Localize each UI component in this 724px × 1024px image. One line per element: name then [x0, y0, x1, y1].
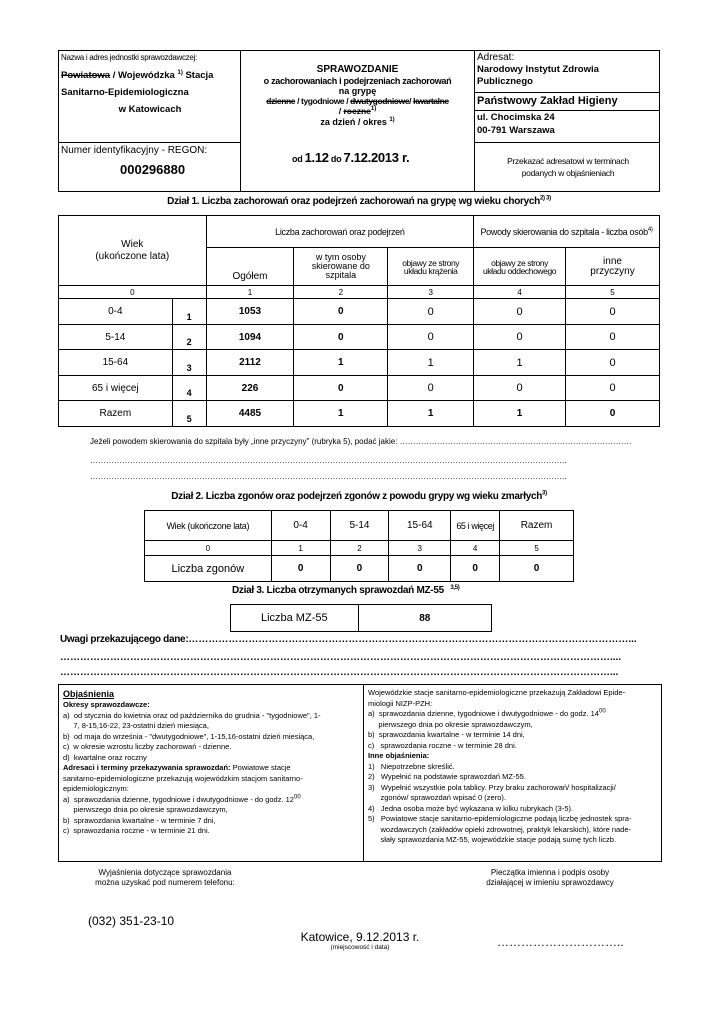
s3-value: 88: [358, 605, 491, 632]
explanations-title: Objaśnienia: [63, 689, 115, 699]
s1-resp: 0: [474, 299, 566, 325]
s1-age: 5-14: [59, 325, 173, 350]
place-date-value: Katowice, 9.12.2013 r.: [300, 930, 420, 944]
list-item: pierwszego dnia po okresie sprawozdawczym,: [63, 805, 228, 814]
freq-sep1: /: [409, 96, 414, 106]
date-to: 7.12.2013 r.: [343, 150, 410, 165]
addressee-label: Adresat:: [477, 52, 515, 63]
sender-line2: Sanitarno-Epidemiologiczna: [61, 87, 189, 98]
addressee-5: 00-791 Warszawa: [477, 125, 555, 136]
s1-hosp: 0: [294, 376, 388, 401]
list-item: Wojewódzkie stacje sanitarno-epidemiologiczne przekazują Zakładowi Epide-: [368, 688, 626, 697]
regon-value: 000296880: [120, 162, 186, 177]
addressee-1: Narodowy Instytut Zdrowia: [477, 64, 599, 75]
signature-line: …………………………..: [497, 935, 624, 949]
s1-circ: 0: [388, 376, 474, 401]
s1-h-age: [59, 216, 207, 286]
s1-age: Razem: [59, 401, 173, 427]
list-item: d) kwartalne oraz roczny: [63, 752, 147, 762]
s1-h-group2: [474, 216, 660, 248]
s1-h-age-1: Wiek: [121, 238, 144, 250]
s1-circ: 0: [388, 325, 474, 350]
s1-rownum: 1: [172, 299, 206, 325]
contact-note: [70, 868, 260, 888]
s1-idx-4: 4: [474, 286, 566, 299]
s1-hosp: 0: [294, 325, 388, 350]
section1-table: [58, 215, 660, 427]
s2-value: 0: [271, 556, 330, 582]
s2-h-col: 15-64: [389, 511, 451, 541]
section1-title-text: Dział 1. Liczba zachorowań oraz podejrzeń zachorowań na grypę wg wieku chorych: [167, 196, 540, 207]
s1-rownum: 5: [172, 401, 206, 427]
list-item: b) sprawozdania kwartalne - w terminie 14 dni,: [368, 730, 525, 739]
s1-dots-2: ……………………………………………………………………………………………………………………………………………………………..: [90, 472, 567, 481]
period-sup: 1): [389, 117, 395, 123]
list-item: 3) Wypełnić wszystkie pola tablicy. Przy braku zachorowań/ hospitalizacji/: [368, 782, 616, 792]
list-item: 4) Jedna osoba może być wykazana w kilku rubrykach (3-5).: [368, 803, 574, 813]
s2-value: 0: [330, 556, 389, 582]
s1-resp: 0: [474, 325, 566, 350]
section2-table: [144, 510, 574, 582]
s1-h-hosp: w tym osoby skierowane do szpitala: [294, 248, 388, 286]
sender-label: Nazwa i adres jednostki sprawozdawczej:: [61, 53, 197, 62]
freq-roczne: roczne: [343, 106, 371, 116]
s1-index-row: [59, 286, 660, 299]
s1-circ: 1: [388, 350, 474, 376]
table-row: [59, 350, 660, 376]
report-freq-2: [241, 106, 474, 116]
addr-line: a) sprawozdania dzienne, tygodniowe i dwutygodniowe - do godz. 12: [63, 794, 294, 804]
s2-idx: 3: [389, 541, 451, 556]
section2-title-text: Dział 2. Liczba zgonów oraz podejrzeń zgonów z powodu grypy wg wieku zmarłych: [171, 491, 543, 502]
addr-first-line: [63, 763, 359, 774]
stamp-note-1: Pieczątka imienna i podpis osoby: [490, 868, 610, 877]
s1-idx-1: 1: [206, 286, 294, 299]
report-title: SPRAWOZDANIE: [316, 64, 399, 75]
s1-total: 1053: [206, 299, 294, 325]
s2-value: 0: [500, 556, 574, 582]
list-item: b) od maja do września - "dwutygodniowe", 1-15,16-ostatni dzień miesiąca,: [63, 731, 315, 741]
sender-block: [61, 52, 239, 116]
s1-other: 0: [566, 376, 660, 401]
list-item: c) sprawozdania roczne - w terminie 28 dni.: [368, 740, 517, 750]
s1-other: 0: [566, 401, 660, 427]
table-row: [59, 325, 660, 350]
report-title-block: [241, 64, 474, 128]
section3-title-sup: 3,5): [450, 584, 460, 591]
list-item: [368, 709, 660, 720]
report-freq: [241, 96, 474, 106]
other-title: Inne objaśnienia:: [368, 751, 430, 760]
freq-dzienne: dzienne: [266, 96, 296, 106]
section3-title-text: Dział 3. Liczba otrzymanych sprawozdań MZ-55: [232, 585, 444, 596]
list-item: b) sprawozdania kwartalne - w terminie 7 dni,: [63, 815, 216, 825]
sender-strike-powiatowa: Powiatowa: [61, 70, 111, 81]
s1-total: 2112: [206, 350, 294, 376]
s1-rownum: 4: [172, 376, 206, 401]
section1-title-sup: 2) 3): [539, 195, 551, 202]
section3-title: [232, 585, 459, 596]
s1-resp: 0: [474, 376, 566, 401]
remarks-line1: [60, 634, 662, 645]
s1-total: 226: [206, 376, 294, 401]
remarks-dots-1: ……………………………………………………………………………………………………………………...: [188, 634, 637, 645]
periods-title: Okresy sprawozdawcze:: [63, 700, 150, 709]
s1-h-group2-sup: 4): [647, 226, 653, 233]
stamp-note: [466, 868, 634, 888]
place-date-label: (miejscowość i data): [330, 944, 390, 951]
s1-h-group1: [206, 216, 474, 248]
sender-stacja: Stacja: [182, 70, 214, 81]
list-item: c) w okresie wzrostu liczby zachorowań - dzienne.: [63, 742, 232, 751]
header-divider-3: [58, 142, 241, 143]
s1-hosp: 1: [294, 401, 388, 427]
s1-note: Jeżeli powodem skierowania do szpitala były „inne przyczyny" (rubryka 5), podać jakie: ……………………………………………………………………………: [90, 437, 632, 446]
list-item: sanitarno-epidemiologiczne przekazują wojewódzkim stacjom sanitarno-: [63, 773, 303, 783]
list-item: 1) Niepotrzebne skreślić.: [368, 761, 455, 771]
addressee-3: Państwowy Zakład Higieny: [477, 95, 618, 107]
s1-other: 0: [566, 325, 660, 350]
contact-note-2: można uzyskać pod numerem telefonu:: [95, 878, 235, 887]
right-line: a) sprawozdania dzienne, tygodniowe i dwutygodniowe - do godz. 14: [368, 709, 599, 718]
addressee-divider: [474, 92, 660, 93]
s1-total: 4485: [206, 401, 294, 427]
section2-title: [58, 491, 660, 502]
s1-age: 15-64: [59, 350, 173, 376]
explanations-divider: [363, 684, 364, 862]
period-label: za dzień / okres: [320, 117, 390, 127]
s1-rownum: 2: [172, 325, 206, 350]
s1-circ: 0: [388, 299, 474, 325]
header-divider-4: [474, 142, 660, 143]
s2-value: 0: [451, 556, 500, 582]
s1-h-age-2: (ukończone lata): [95, 250, 170, 262]
s1-resp: 1: [474, 350, 566, 376]
list-item: 7, 8-15,16-22, 23-ostatni dzień miesiąca,: [63, 721, 209, 730]
s1-h-resp: objawy ze strony układu oddechowego: [474, 248, 566, 286]
sender-wojewodzka: / Wojewódzka: [110, 70, 178, 81]
table-row: [59, 299, 660, 325]
s2-idx: 5: [500, 541, 574, 556]
s2-h-col: 0-4: [271, 511, 330, 541]
date-to-label: do: [330, 154, 342, 164]
place-date: [290, 930, 430, 951]
addressee-divider-2: [474, 110, 660, 111]
s2-idx: 2: [330, 541, 389, 556]
s2-h-age: Wiek (ukończone lata): [145, 511, 272, 541]
contact-note-1: Wyjaśnienia dotyczące sprawozdania: [98, 868, 232, 877]
s1-h-group2-text: Powody skierowania do szpitala - liczba osób: [480, 226, 648, 237]
s2-value: 0: [389, 556, 451, 582]
table-row: [59, 376, 660, 401]
report-period: [241, 116, 474, 128]
s3-label: Liczba MZ-55: [231, 605, 359, 632]
s1-age: 65 i więcej: [59, 376, 173, 401]
freq-sup: 1): [370, 106, 377, 113]
list-item: a) od stycznia do kwietnia oraz od października do grudnia - "tygodniowe", 1-: [63, 710, 321, 720]
list-item: zgonów/ sprawozdań wpisać 0 (zero).: [368, 793, 506, 802]
list-item: 2) Wypełnić na podstawie sprawozdań MZ-55.: [368, 772, 526, 781]
s2-h-col: 5-14: [330, 511, 389, 541]
freq-sep2: /: [338, 106, 344, 116]
explanations-left: [63, 688, 359, 837]
freq-dwutygodniowe: dwutygodniowe: [350, 96, 410, 106]
addressee-4: ul. Chocimska 24: [477, 112, 555, 123]
list-item: [63, 795, 359, 806]
s2-h-col: Razem: [500, 511, 574, 541]
s1-total: 1094: [206, 325, 294, 350]
s1-hosp: 1: [294, 350, 388, 376]
s1-dots-1: ……………………………………………………………………………………………………………………………………………………………..: [90, 456, 567, 465]
s1-h-circ: objawy ze strony układu krążenia: [388, 248, 474, 286]
date-from: 1.12: [304, 150, 329, 165]
list-item: miologii NIZP-PZH:: [368, 698, 433, 708]
header-divider-2: [474, 50, 475, 192]
report-sub1: o zachorowaniach i podejrzeniach zachorowań: [263, 76, 452, 86]
s1-age: 0-4: [59, 299, 173, 325]
list-item: 5) Powiatowe stacje sanitarno-epidemiologiczne podają liczbę jednostek spra-: [368, 814, 632, 823]
sender-sup: 1): [177, 69, 183, 76]
s1-rownum: 3: [172, 350, 206, 376]
addr-sup: 00: [293, 794, 301, 800]
list-item: epidemiologicznym:: [63, 784, 129, 793]
list-item: c) sprawozdania roczne - w terminie 21 dni.: [63, 826, 210, 835]
s1-hosp: 0: [294, 299, 388, 325]
s1-resp: 1: [474, 401, 566, 427]
deliver-note: [476, 155, 660, 179]
section1-title: [58, 196, 660, 207]
s2-idx: 1: [271, 541, 330, 556]
s1-other: 0: [566, 299, 660, 325]
deliver-note-1: Przekazać adresatowi w terminach: [507, 156, 629, 166]
section2-title-sup: 3): [542, 490, 547, 497]
s1-other: 0: [566, 350, 660, 376]
s2-idx: 0: [145, 541, 272, 556]
s1-h-total: Ogółem: [206, 248, 294, 286]
table-row: [59, 401, 660, 427]
list-item: słały sprawozdania MZ-55, wojewódzkie stacje podają sumę tych liczb.: [368, 835, 617, 844]
s2-h-col: 65 i więcej: [451, 511, 500, 541]
s1-idx-0: 0: [59, 286, 207, 299]
addressee-2: Publicznego: [477, 76, 533, 87]
section3-table: [230, 604, 492, 632]
remarks-dots-2: …………………………………………………………………………………………………………………………………………………....: [60, 652, 622, 663]
sender-line1: [61, 70, 239, 82]
regon-label: Numer identyfikacyjny - REGON:: [61, 145, 208, 156]
report-sub2: na grypę: [338, 86, 377, 96]
s1-h-other: inne przyczyny: [566, 248, 660, 286]
s1-idx-3: 3: [388, 286, 474, 299]
s2-idx: 4: [451, 541, 500, 556]
stamp-note-2: działającej w imieniu sprawozdawcy: [486, 878, 614, 887]
s1-idx-5: 5: [566, 286, 660, 299]
table-row: [145, 556, 574, 582]
remarks-label: Uwagi przekazującego dane:: [60, 634, 189, 645]
report-dates: [292, 150, 409, 165]
addr-title: Adresaci i terminy przekazywania sprawozdań:: [63, 763, 231, 772]
freq-kwartalne: kwartalne: [413, 96, 449, 106]
right-sup: 00: [598, 708, 606, 715]
remarks-dots-3: …………………………………………………………………………………………………………………………………………………...: [60, 667, 619, 678]
freq-tygodniowe: / tygodniowe /: [295, 96, 351, 106]
phone-number: (032) 351-23-10: [88, 914, 175, 928]
explanations-right: [368, 688, 660, 846]
s1-h-group1-text: Liczba zachorowań oraz podejrzeń: [275, 226, 405, 237]
sender-line3: w Katowicach: [118, 104, 182, 115]
deliver-note-2: podanych w objaśnieniach: [521, 168, 615, 178]
list-item: pierwszego dnia po okresie sprawozdawczym,: [368, 719, 533, 729]
list-item: wozdawczych (zakładów opieki zdrowotnej, praktyk lekarskich), które nade-: [368, 824, 632, 834]
s2-row-label: Liczba zgonów: [145, 556, 272, 582]
s1-idx-2: 2: [294, 286, 388, 299]
addressee-block: [477, 52, 659, 88]
s1-circ: 1: [388, 401, 474, 427]
date-from-label: od: [292, 154, 303, 164]
addr-line: Powiatowe stacje: [230, 763, 291, 772]
